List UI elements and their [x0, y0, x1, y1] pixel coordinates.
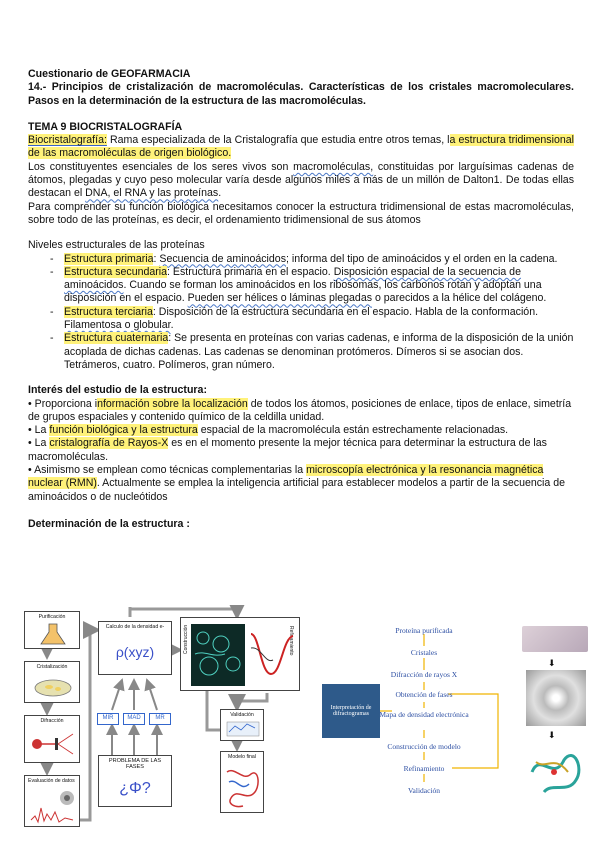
bullet-text: • La	[28, 424, 50, 437]
flask-icon	[25, 612, 81, 650]
step-fases: Obtención de fases	[395, 690, 453, 699]
electron-density-icon	[191, 624, 245, 686]
nivel-link: Pueden ser hélices o láminas plegadas	[187, 292, 373, 305]
list-item	[50, 332, 574, 372]
nivel-text: : Disposición de la estructura secundaria en el espacio. Habla de la conformación.	[152, 305, 539, 318]
definition-paragraph	[28, 134, 574, 161]
niveles-list	[28, 253, 574, 373]
step-refinamiento: Refinamiento	[403, 764, 445, 773]
mad-box	[123, 713, 145, 725]
arrow-down-icon: ⬇	[548, 730, 556, 740]
nivel-text: :	[153, 252, 160, 265]
bullet-highlight: función biológica y la estructura	[49, 424, 198, 437]
arrow-down-icon: ⬇	[548, 658, 556, 668]
nivel-term: Estructura primaria	[64, 252, 154, 265]
nivel-term: Estructura terciaria	[64, 305, 153, 318]
difraccion-box	[24, 715, 80, 763]
step-validacion: Validación	[407, 786, 441, 795]
bullet-highlight: microscopía electrónica y la resonancia magnética nuclear (RMN)	[28, 464, 544, 490]
constituents-paragraph	[28, 161, 574, 201]
bullet-highlight: nformación sobre la localización	[97, 397, 248, 410]
interes-bullet	[28, 424, 574, 437]
list-item	[50, 306, 574, 333]
nivel-link: Disposición espacial de la secuencia de aminoácidos	[64, 265, 521, 292]
step-mapa: Mapa de densidad electrónica	[379, 710, 469, 719]
bullet-text: • Proporciona i	[28, 397, 98, 410]
interes-bullet	[28, 464, 574, 504]
def-term: Biocristalografía:	[28, 134, 107, 147]
validacion-label: Validación	[230, 712, 254, 718]
p2-text-a: Los constituyentes esenciales de los seres vivos son	[28, 160, 294, 173]
list-item	[50, 266, 574, 306]
mir-box	[97, 713, 119, 725]
validacion-box	[220, 709, 264, 741]
cristalizacion-box	[24, 661, 80, 703]
interes-bullet	[28, 437, 574, 464]
step-cristales: Cristales	[410, 648, 438, 657]
bullet-text: es en el momento presente la mejor técnica para determinar la estructura de las macromoléculas.	[28, 437, 547, 463]
interes-title: Interés del estudio de la estructura:	[28, 384, 207, 397]
nivel-text: . Cuando se forman los aminoácidos en los ribosomas, los carbonos rotan y adoptan una disposición en el espacio.	[64, 279, 542, 305]
nivel-link: Filamentosa o globular	[64, 319, 171, 332]
validation-chart-icon	[221, 710, 265, 742]
dna-rna-text: DNA, el RNA y las proteínas	[85, 187, 219, 200]
modelo-label: Modelo final	[228, 754, 256, 760]
crystal-drop-icon	[25, 662, 81, 704]
def-text: Rama especializada de la Cristalografía que estudia entre otros temas, l	[106, 134, 450, 147]
nivel-text: .	[170, 319, 174, 332]
purificacion-box	[24, 611, 80, 649]
interpretacion-label: Interpretación de difractogramas	[330, 705, 372, 717]
construccion-label: Construcción	[183, 624, 189, 654]
mad-label: MAD	[127, 715, 141, 721]
determinacion-title: Determinación de la estructura :	[28, 517, 190, 530]
density-map-image	[191, 624, 245, 686]
nivel-term: Estructura secundaria	[64, 265, 168, 278]
calculo-label: Calculo de la densidad e-	[105, 624, 165, 630]
macromoleculas-link: macromoléculas,	[293, 160, 374, 173]
interes-bullet	[28, 398, 574, 425]
def-highlight: a estructura tridimensional de las macromoléculas de origen biológico.	[28, 134, 574, 160]
doc-title: Cuestionario de GEOFARMACIA	[28, 68, 191, 80]
steps-figure	[322, 610, 592, 810]
evaluacion-box	[24, 775, 80, 827]
bullet-text: . Actualmente se emplea la inteligencia artificial para establecer modelos a partir de la secuencia de aminoácidos o de nucleótidos	[28, 477, 566, 503]
bullet-text: • La	[28, 437, 50, 450]
nivel-text: o parecidos a la hélice del colágeno.	[372, 292, 547, 305]
cristalizacion-label: Cristalización	[36, 664, 68, 670]
problema-label: PROBLEMA DE LAS FASES	[108, 758, 162, 770]
list-item	[50, 253, 574, 266]
energy-curve-icon	[249, 624, 295, 686]
nivel-text: : Se presenta en proteínas con varias cadenas, e informa de la disposición de la unión acoplada de dichas cadenas. Las cadenas se denominan protómeros. Dímeros si se asocian dos. Tetrámeros, cuatro. Polímeros, gran número.	[64, 332, 574, 371]
nivel-term: Estructura cuaternaria	[64, 332, 169, 345]
protein-ribbon-icon	[524, 742, 588, 800]
step-proteina: Proteína purificada	[395, 626, 453, 635]
problema-box	[98, 755, 172, 807]
nivel-text: : Estructura primaria en el espacio.	[167, 265, 334, 278]
step-construccion: Construcción de modelo	[387, 742, 461, 751]
diffraction-icon	[25, 716, 81, 764]
bullet-text: espacial de la macromolécula están estrechamente relacionadas.	[197, 424, 509, 437]
question-heading: 14.- Principios de cristalización de macromoléculas. Características de los cristales macromoleculares. Pasos en la determinación de la estructura de las macromoléculas.	[28, 81, 574, 107]
p2-text-b: constituidas por larguísimas cadenas de átomos, plegadas y cuyo peso molecular varía desde algunos miles a más de un millón de Dalton1. De todas ellas destacan el	[28, 160, 574, 200]
protein-model-icon	[221, 752, 265, 814]
evaluacion-label: Evaluación de datos	[28, 778, 75, 784]
mir-label: MIR	[102, 715, 114, 721]
calculo-box	[98, 621, 172, 675]
niveles-title: Niveles estructurales de las proteínas	[28, 239, 205, 252]
document-page	[28, 68, 574, 531]
modelo-box	[220, 751, 264, 813]
tema-title: TEMA 9 BIOCRISTALOGRAFÍA	[28, 120, 183, 133]
function-paragraph: Para comprender su función biológica necesitamos conocer la estructura tridimensional de estas macromoléculas, sobre todo de las proteínas, es decir, el ordenamiento tridimensional de sus átomos	[28, 200, 574, 226]
mr-box	[149, 713, 171, 725]
mr-label: MR	[155, 715, 165, 721]
rho-formula: ρ(xyz)	[115, 644, 155, 660]
purificacion-label: Purificación	[38, 614, 66, 620]
construccion-box	[180, 617, 300, 691]
nivel-link: Secuencia de aminoácidos	[159, 252, 286, 265]
bullet-highlight: cristalografía de Rayos-X	[49, 437, 169, 450]
p2-text-c: .	[218, 187, 222, 200]
phi-formula: ¿Φ?	[119, 780, 151, 797]
bullet-text: • Asimismo se emplean como técnicas complementarias la	[28, 464, 307, 477]
bullet-text: de todos los átomos, posiciones de enlace, tipos de enlace, simetría de grupos espaciales y contenido químico de la celdilla unidad.	[28, 397, 572, 423]
refinamiento-label: Refinamiento	[287, 626, 294, 656]
nivel-text: ; informa del tipo de aminoácidos y el orden en la cadena.	[286, 252, 558, 265]
data-plot-icon	[25, 776, 81, 828]
workflow-figure	[22, 605, 312, 840]
difraccion-label: Difracción	[40, 718, 64, 724]
diffraction-pattern-photo	[526, 670, 586, 726]
step-difraccion: Difracción de rayos X	[390, 670, 458, 679]
crystal-photo	[522, 626, 588, 652]
